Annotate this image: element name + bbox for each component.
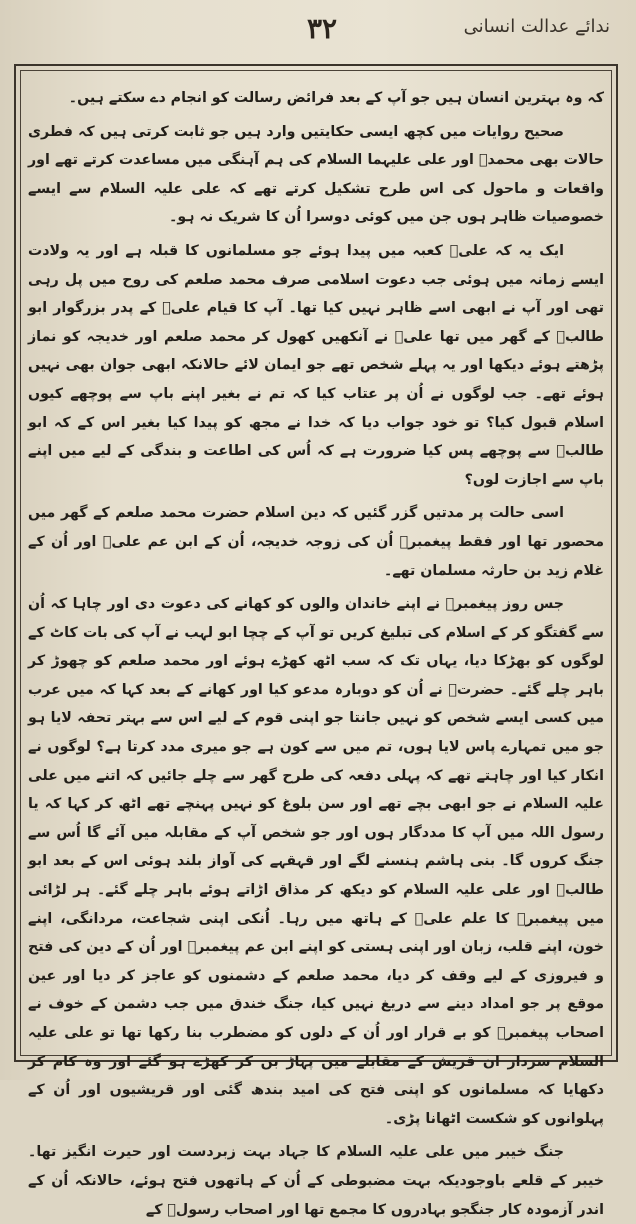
paragraph: اسی حالت پر مدتیں گزر گئیں کہ دین اسلام حضرت محمد صلعم کے گھر میں محصور تھا اور فقط پیغمبرؐ اُن کی زوجہ خدیجہ، اُن کے ابن عم علیؑ اور اُن کے غلام زید بن حارثہ مسلمان تھے۔ [28,505,604,579]
paragraph: جنگ خیبر میں علی علیہ السلام کا جہاد بہت زبردست اور حیرت انگیز تھا۔ خیبر کے قلعے باوجودیکہ بہت مضبوطی کے اُن کے ہاتھوں فتح ہوئے، حالانکہ اُن کے اندر آزمودہ کار جنگجو بہادروں کا مجمع تھا اور اصحاب رسولؐ کے [28,1144,604,1218]
running-title: ندائے عدالت انسانی [463,16,610,37]
paragraph: کہ وہ بہترین انسان ہیں جو آپ کے بعد فرائض رسالت کو انجام دے سکتے ہیں۔ [68,90,604,106]
paragraph: جس روز پیغمبرؐ نے اپنے خاندان والوں کو کھانے کی دعوت دی اور چاہا کہ اُن سے گفتگو کر کے اسلام کی تبلیغ کریں تو آپ کے چچا ابو لہب نے آپ کی بات کاٹ کے لوگوں کو بھڑکا دیا، یہاں تک کہ سب اٹھ کھڑے ہوئے اور محمد صلعم کو چھوڑ کر باہر چلے گئے۔ حضرتؐ نے اُن کو دوبارہ مدعو کیا اور کھانے کے بعد کہا کہ میں عرب میں کسی ایسے شخص کو نہیں جانتا جو اپنی قوم کے لیے اس سے بہتر تحفہ لایا ہو جو میں تمہارے پاس لایا ہوں، تم میں سے کون ہے جو میری مدد کرتا ہے؟ لوگوں نے انکار کیا اور چاہتے تھے کہ پہلی دفعہ کی طرح گھر سے چلے جائیں کہ اتنے میں علی علیہ السلام نے جو ابھی بچے تھے اور سن بلوغ کو نہیں پہنچے تھے اٹھ کر کہا کہ یا رسول اللہ میں آپ کا مددگار ہوں اور جو شخص آپ کے مقابلہ میں آئے گا اُس سے جنگ کروں گا۔ بنی ہاشم ہنسنے لگے اور قہقہے کی آواز بلند ہوئی اس کے بعد ابو طالبؑ اور علی علیہ السلام کو دیکھ کر مذاق اڑاتے ہوئے باہر چلے گئے۔ ہر لڑائی میں پیغمبرؐ کا علم علیؑ کے ہاتھ میں رہا۔ اُنکی اپنی شجاعت، مردانگی، اپنے خون، اپنے قلب، زبان اور اپنی ہستی کو اپنے ابن عم پیغمبرؐ اور اُن کے دین کی فتح و فیروزی کے لیے وقف کر دیا، محمد صلعم کے دشمنوں کو عاجز کر دیا اور عین موقع پر جو امداد دینے سے دریغ نہیں کیا، جنگ خندق میں جب دشمن کے خوف نے اصحاب پیغمبرؐ کو بے قرار اور اُن کے دلوں کو مضطرب بنا رکھا تھا تو علی علیہ السلام سردار ان قریش کے مقابلے میں پہاڑ بن کر کھڑے ہو گئے اور وہ کام کر دکھایا کہ مسلمانوں کو اپنی فتح کی امید بندھ گئی اور قریشیوں اور اُن کے پہلوانوں کو شکست اٹھانا پڑی۔ [28,596,604,1127]
text-body [28,84,604,1218]
page-header [0,0,636,60]
paragraph: صحیح روایات میں کچھ ایسی حکایتیں وارد ہیں جو ثابت کرتی ہیں کہ فطری حالات بھی محمدؐ اور علی علیہما السلام کی ہم آہنگی میں مساعدت کرتے تھے اور واقعات و ماحول کی اس طرح تشکیل کرتے تھے کہ علی علیہ السلام سے ایسے خصوصیات ظاہر ہوں جن میں کوئی دوسرا اُن کا شریک نہ ہو۔ [28,123,604,226]
paragraph: ایک یہ کہ علیؑ کعبہ میں پیدا ہوئے جو مسلمانوں کا قبلہ ہے اور یہ ولادت ایسے زمانہ میں ہوئی جب دعوت اسلامی صرف محمد صلعم کی روح میں پل رہی تھی اور آپ نے ابھی اسے ظاہر نہیں کیا تھا۔ آپ کا قیام علیؑ کے پدر بزرگوار ابو طالبؑ کے گھر میں تھا علیؑ نے آنکھیں کھول کر محمد صلعم اور خدیجہ کو نماز پڑھتے ہوئے دیکھا اور یہ پہلے شخص تھے جو ایمان لائے حالانکہ ابھی جوان بھی نہیں ہوئے تھے۔ جب لوگوں نے اُن پر عتاب کیا کہ تم نے بغیر اپنے باپ سے پوچھے کیوں اسلام قبول کیا؟ تو خود جواب دیا کہ خدا نے مجھ کو پیدا کیا بغیر اس کے کہ ابو طالبؑ سے پوچھے پس کیا ضرورت ہے کہ اُس کی اطاعت و بندگی کے لیے میں اپنے باپ سے اجازت لوں؟ [28,242,604,488]
page-number: ۳۲ [306,12,338,45]
